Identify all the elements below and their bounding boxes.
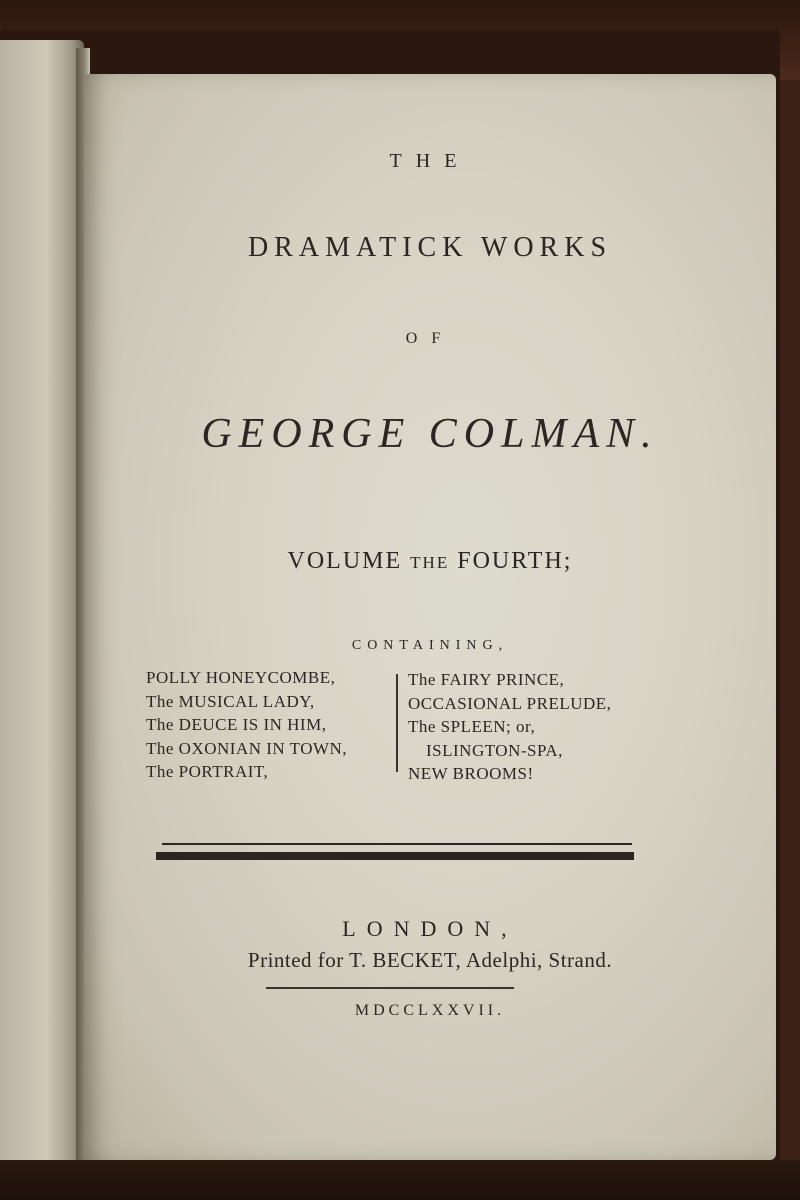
volume-the: THE xyxy=(410,553,450,572)
title-page xyxy=(84,74,776,1160)
list-item: The PORTRAIT, xyxy=(146,762,269,781)
imprint-printer: Printed for T. BECKET, Adelphi, Strand. xyxy=(247,948,613,972)
plays-list-right xyxy=(408,668,611,786)
imprint-city: LONDON, xyxy=(342,916,518,941)
double-rule-thick xyxy=(156,852,634,860)
volume-word: VOLUME xyxy=(287,548,403,574)
containing-heading: CONTAINING, xyxy=(351,638,509,653)
list-item: The SPLEEN; or, xyxy=(408,717,536,736)
table-edge xyxy=(0,1160,800,1200)
list-item: The MUSICAL LADY, xyxy=(146,691,315,711)
left-page xyxy=(0,40,84,1170)
double-rule-thin xyxy=(162,843,632,845)
of-heading: OF xyxy=(405,330,455,347)
list-item: The DEUCE IS IN HIM, xyxy=(146,715,327,734)
imprint-year: MDCCLXXVII. xyxy=(354,1002,506,1019)
list-item: POLLY HONEYCOMBE, xyxy=(146,668,336,687)
author-name: GEORGE COLMAN. xyxy=(201,411,659,457)
volume-number: FOURTH; xyxy=(457,548,573,574)
plays-list-left xyxy=(146,666,347,784)
list-item: ISLINGTON-SPA, xyxy=(426,740,563,760)
short-rule xyxy=(266,987,514,989)
column-divider xyxy=(396,674,398,772)
works-title: DRAMATICK WORKS xyxy=(247,232,613,263)
list-item: The FAIRY PRINCE, xyxy=(408,670,565,689)
volume-line xyxy=(84,548,776,575)
list-item: OCCASIONAL PRELUDE, xyxy=(408,693,612,713)
list-item: The OXONIAN IN TOWN, xyxy=(146,738,348,758)
the-heading: THE xyxy=(389,150,471,172)
list-item: NEW BROOMS! xyxy=(408,764,534,783)
